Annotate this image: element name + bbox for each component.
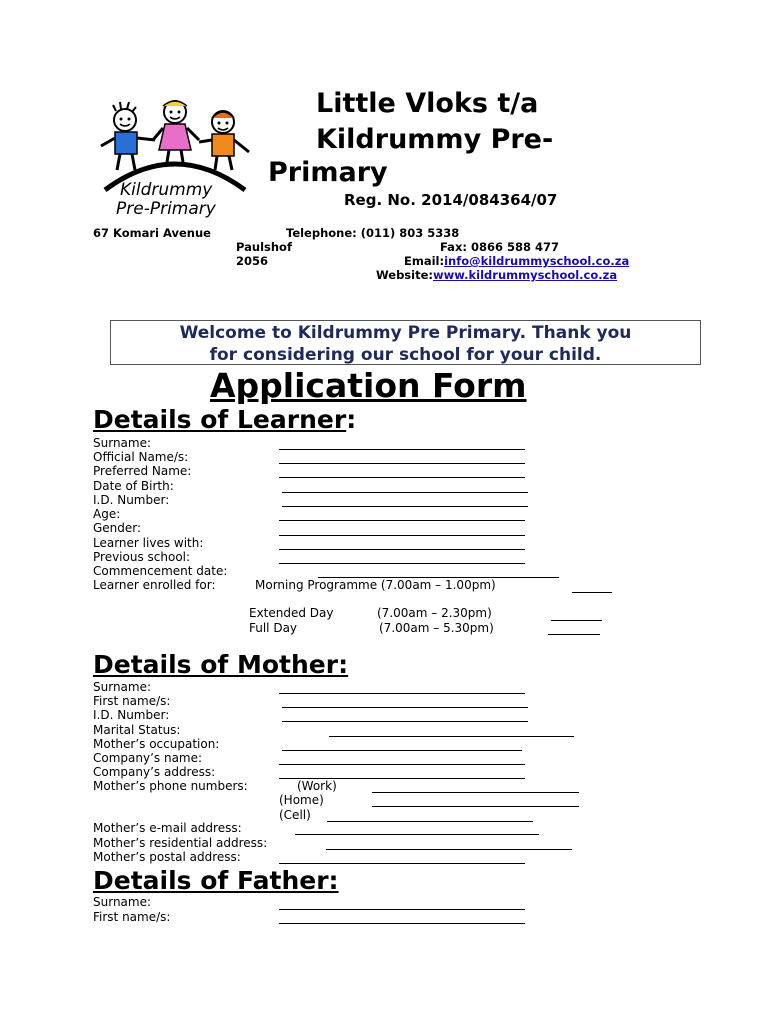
mother-field-occupation: Mother’s occupation: (93, 737, 220, 751)
mother-surname-line[interactable] (279, 693, 525, 694)
learner-gender-line[interactable] (279, 535, 525, 536)
website-label: Website: (376, 268, 433, 282)
learner-dob-line[interactable] (282, 492, 528, 493)
learner-field-lives-with: Learner lives with: (93, 536, 204, 550)
website-row (376, 268, 617, 282)
mother-field-phone-numbers: Mother’s phone numbers: (93, 779, 248, 793)
learner-age-line[interactable] (279, 520, 525, 521)
mother-phone-work-label: (Work) (297, 779, 337, 793)
programme-full-line[interactable] (548, 634, 600, 635)
mother-postal-line[interactable] (279, 863, 525, 864)
welcome-box (110, 320, 701, 365)
learner-field-surname: Surname: (93, 436, 152, 450)
mother-phone-home-line[interactable] (372, 806, 579, 807)
mother-heading-text: Details of Mother: (93, 650, 349, 679)
mother-field-id-number: I.D. Number: (93, 708, 170, 722)
fax: Fax: 0866 588 477 (440, 240, 559, 254)
website-link[interactable]: www.kildrummyschool.co.za (433, 268, 618, 282)
mother-field-marital-status: Marital Status: (93, 723, 181, 737)
learner-field-dob: Date of Birth: (93, 479, 174, 493)
mother-field-first-names: First name/s: (93, 694, 171, 708)
mother-field-company-address: Company’s address: (93, 765, 216, 779)
programme-full-time: (7.00am – 5.30pm) (379, 621, 494, 635)
mother-field-company-name: Company’s name: (93, 751, 203, 765)
mother-field-surname: Surname: (93, 680, 152, 694)
learner-lives-with-line[interactable] (279, 549, 525, 550)
welcome-line2: for considering our school for your child. (209, 345, 602, 365)
father-field-first-names: First name/s: (93, 910, 171, 924)
learner-field-gender: Gender: (93, 521, 142, 535)
logo-text-line2: Pre-Primary (116, 199, 216, 219)
father-heading-text: Details of Father: (93, 866, 339, 895)
programme-extended-label: Extended Day (249, 606, 334, 620)
mother-heading (93, 650, 348, 679)
school-title-line1: Little Vloks t/a (316, 88, 539, 119)
mother-marital-line[interactable] (329, 736, 574, 737)
mother-email-line[interactable] (295, 834, 539, 835)
programme-morning: Morning Programme (7.00am – 1.00pm) (255, 578, 496, 592)
address-suburb: Paulshof (236, 240, 292, 254)
learner-field-previous-school: Previous school: (93, 550, 191, 564)
mother-phone-work-line[interactable] (372, 792, 579, 793)
learner-field-age: Age: (93, 507, 121, 521)
mother-field-postal-address: Mother’s postal address: (93, 850, 241, 864)
learner-surname-line[interactable] (279, 449, 525, 450)
mother-occupation-line[interactable] (282, 750, 522, 751)
mother-id-line[interactable] (282, 721, 528, 722)
learner-heading-colon: : (346, 405, 357, 434)
learner-field-enrolled-for: Learner enrolled for: (93, 578, 216, 592)
registration-number: Reg. No. 2014/084364/07 (344, 191, 558, 209)
programme-full-label: Full Day (249, 621, 298, 635)
learner-field-preferred-name: Preferred Name: (93, 464, 192, 478)
telephone: Telephone: (011) 803 5338 (286, 226, 460, 240)
learner-field-commencement: Commencement date: (93, 564, 228, 578)
logo-text-line1: Kildrummy (120, 180, 213, 200)
mother-first-names-line[interactable] (282, 707, 528, 708)
mother-phone-cell-line[interactable] (327, 821, 533, 822)
email-label: Email: (404, 254, 445, 268)
programme-morning-line[interactable] (572, 592, 612, 593)
father-first-names-line[interactable] (279, 923, 525, 924)
programme-extended-line[interactable] (551, 620, 602, 621)
email-link[interactable]: info@kildrummyschool.co.za (444, 254, 630, 268)
father-surname-line[interactable] (279, 909, 525, 910)
mother-phone-cell-label: (Cell) (279, 808, 311, 822)
school-title-line2: Kildrummy Pre- (316, 124, 554, 155)
mother-residential-line[interactable] (326, 849, 572, 850)
school-title-line3: Primary (268, 157, 388, 188)
learner-official-name-line[interactable] (279, 463, 525, 464)
form-title: Application Form (210, 366, 527, 405)
email-row (404, 254, 629, 268)
learner-heading (93, 405, 356, 434)
mother-phone-home-label: (Home) (279, 793, 324, 807)
mother-company-name-line[interactable] (279, 764, 525, 765)
address-code: 2056 (236, 254, 269, 268)
learner-field-official-name: Official Name/s: (93, 450, 189, 464)
programme-extended-time: (7.00am – 2.30pm) (377, 606, 492, 620)
welcome-line1: Welcome to Kildrummy Pre Primary. Thank you (179, 323, 632, 343)
father-heading (93, 866, 339, 895)
father-field-surname: Surname: (93, 895, 152, 909)
learner-heading-text: Details of Learner (93, 405, 347, 434)
learner-id-line[interactable] (282, 506, 528, 507)
learner-preferred-name-line[interactable] (279, 477, 525, 478)
address-street: 67 Komari Avenue (93, 226, 211, 240)
mother-field-email: Mother’s e-mail address: (93, 821, 242, 835)
learner-field-id-number: I.D. Number: (93, 493, 170, 507)
mother-field-residential-address: Mother’s residential address: (93, 836, 268, 850)
learner-previous-school-line[interactable] (279, 563, 525, 564)
